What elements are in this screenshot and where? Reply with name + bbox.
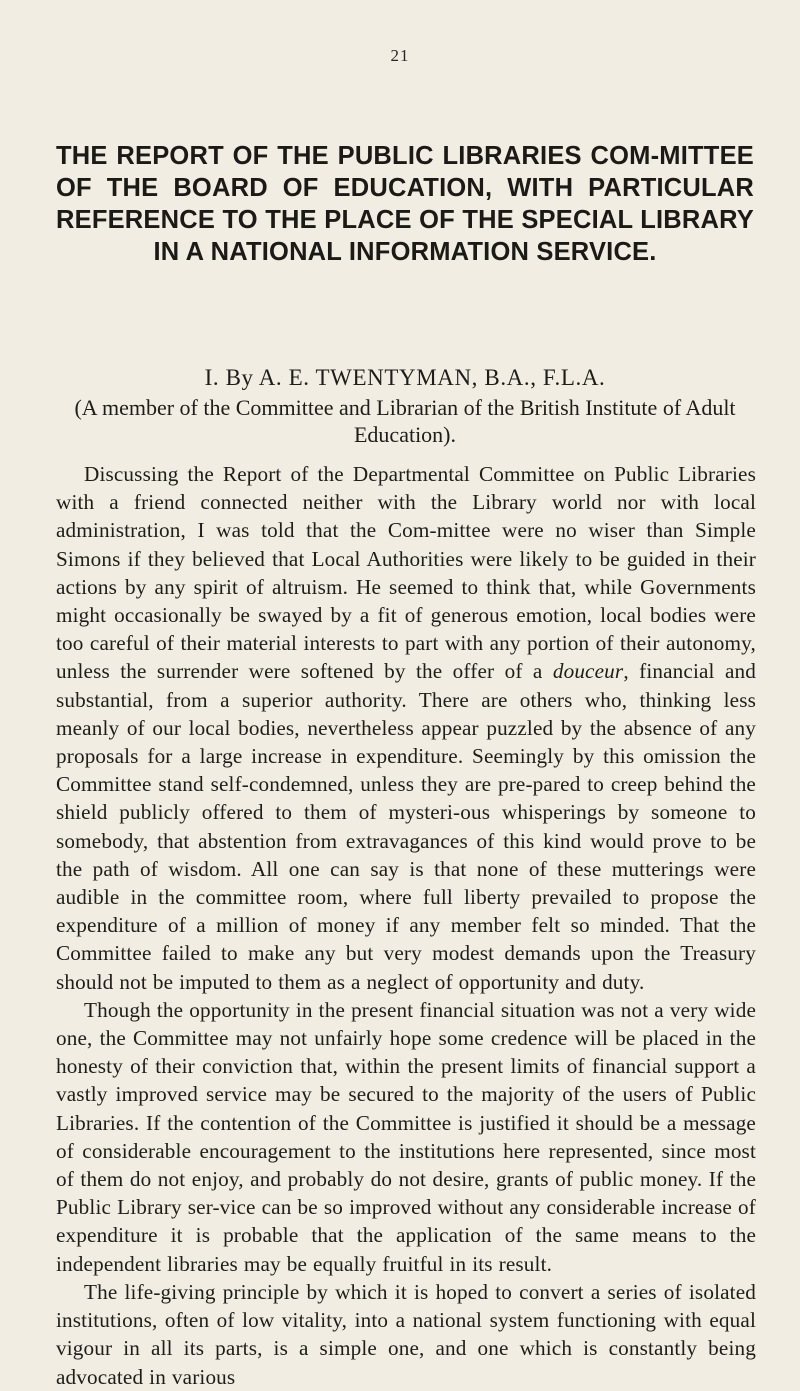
article-title: THE REPORT OF THE PUBLIC LIBRARIES COM-MITTEE OF THE BOARD OF EDUCATION, WITH PARTICULAR REFERENCE TO THE PLACE OF THE SPECIAL LIBRARY IN A NATIONAL INFORMATION SERVICE. [56, 142, 754, 266]
body-text [56, 460, 756, 1391]
paragraph-1 [56, 460, 756, 996]
paragraph-1-text-b: , financial and substantial, from a superior authority. There are others who, thinking less meanly of our local bodies, nevertheless appear puzzled by the absence of any proposals for a large increase in expenditure. Seemingly by this omission the Committee stand self-condemned, unless they are pre-pared to creep behind the shield publicly offered to them of mysteri-ous whisperings by someone to somebody, that abstention from extravagances of this kind would prove to be the path of wisdom. All one can say is that none of these mutterings were audible in the committee room, where full liberty prevailed to propose the expenditure of a million of money if any member felt so minded. That the Committee failed to make any but very modest demands upon the Treasury should not be imputed to them as a neglect of opportunity and duty. [56, 659, 756, 994]
author-line: I. By A. E. TWENTYMAN, B.A., F.L.A. [204, 365, 606, 390]
page-number: 21 [390, 46, 410, 65]
paragraph-3: The life-giving principle by which it is hoped to convert a series of isolated institutions, often of low vitality, into a national system functioning with equal vigour in all its parts, is a simple one, and one which is constantly being advocated in various [56, 1279, 756, 1389]
author-affiliation: (A member of the Committee and Librarian of the British Institute of Adult Education). [74, 395, 736, 447]
paragraph-1-italic-word: douceur [552, 659, 624, 684]
author-block [56, 364, 754, 448]
paragraph-1-text-a: Discussing the Report of the Departmental Committee on Public Libraries with a friend connected neither with the Library world nor with local administration, I was told that the Com-mittee were no wiser than Simple Simons if they believed that Local Authorities were likely to be guided in their actions by any spirit of altruism. He seemed to think that, while Governments might occasionally be swayed by a fit of generous emotion, local bodies were too careful of their material interests to part with any portion of their autonomy, unless the surrender were softened by the offer of a [56, 462, 756, 684]
paragraph-2: Though the opportunity in the present financial situation was not a very wide one, the Committee may not unfairly hope some credence will be placed in the honesty of their conviction that, within the present limits of financial support a vastly improved service may be secured to the majority of the users of Public Libraries. If the contention of the Committee is justified it should be a message of considerable encouragement to the institutions here represented, since most of them do not enjoy, and probably do not desire, grants of public money. If the Public Library ser-vice can be so improved without any considerable increase of expenditure it is probable that the application of the same means to the independent libraries may be equally fruitful in its result. [56, 997, 756, 1276]
